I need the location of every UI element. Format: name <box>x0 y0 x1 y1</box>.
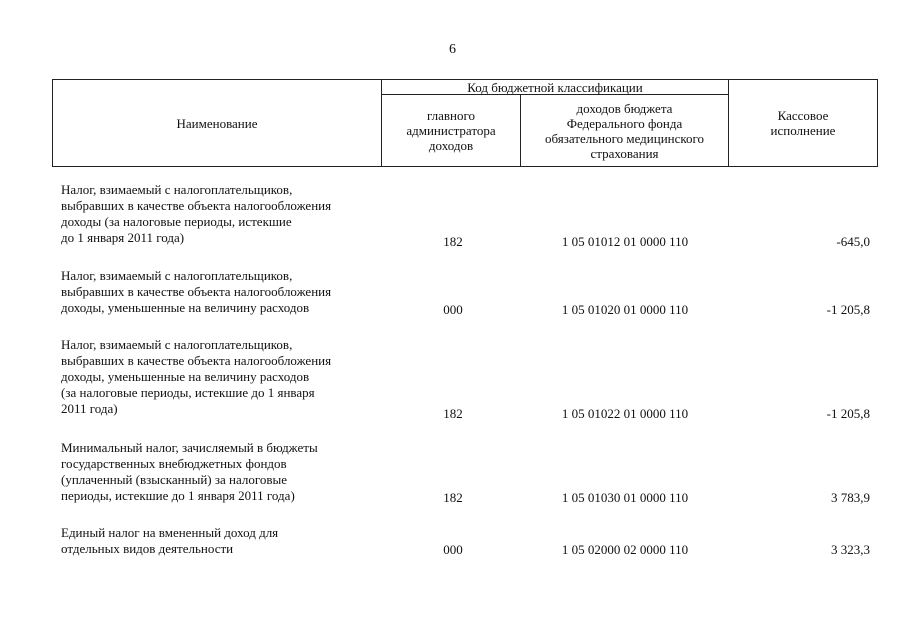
row-amount: 3 323,3 <box>831 542 870 557</box>
row-amount: 3 783,9 <box>831 490 870 505</box>
row-budget-code: 1 05 01020 01 0000 110 <box>561 302 689 317</box>
table-row <box>0 337 905 423</box>
table-row <box>0 440 905 510</box>
table-header <box>52 79 878 167</box>
table-row <box>0 268 905 320</box>
header-execution: Кассовое исполнение <box>770 108 836 138</box>
row-admin-code: 182 <box>443 234 463 249</box>
row-budget-code: 1 05 01030 01 0000 110 <box>561 490 689 505</box>
row-admin-code: 182 <box>443 406 463 421</box>
row-budget-code: 1 05 01012 01 0000 110 <box>561 234 689 249</box>
row-budget-code: 1 05 01022 01 0000 110 <box>561 406 689 421</box>
table-row <box>0 182 905 252</box>
header-name: Наименование <box>176 115 258 131</box>
row-admin-code: 000 <box>443 302 463 317</box>
row-budget-code: 1 05 02000 02 0000 110 <box>561 542 689 557</box>
header-bottom-border <box>52 166 878 167</box>
header-budget-code-group: Код бюджетной классификации <box>467 79 643 95</box>
row-amount: -1 205,8 <box>826 302 870 317</box>
row-name: Минимальный налог, зачисляемый в бюджеты государственных внебюджетных фондов (уплаченный (взысканный) за налоговые периоды, истекшие до 1 января 2011 года) <box>61 440 318 503</box>
row-name: Налог, взимаемый с налогоплательщиков, выбравших в качестве объекта налогообложения доходы, уменьшенные на величину расходов (за налоговые периоды, истекшие до 1 января 2011 года) <box>61 337 332 416</box>
row-name: Единый налог на вмененный доход для отдельных видов деятельности <box>61 525 279 556</box>
header-admin: главного администратора доходов <box>406 108 496 153</box>
row-amount: -1 205,8 <box>826 406 870 421</box>
table-row <box>0 525 905 561</box>
page-number: 6 <box>449 42 456 57</box>
row-amount: -645,0 <box>836 234 870 249</box>
header-income: доходов бюджета Федерального фонда обязательного медицинского страхования <box>544 100 705 161</box>
row-name: Налог, взимаемый с налогоплательщиков, выбравших в качестве объекта налогообложения доходы (за налоговые периоды, истекшие до 1 января 2011 года) <box>61 182 332 245</box>
row-admin-code: 182 <box>443 490 463 505</box>
row-admin-code: 000 <box>443 542 463 557</box>
header-right-border <box>877 79 878 167</box>
row-name: Налог, взимаемый с налогоплательщиков, выбравших в качестве объекта налогообложения доходы, уменьшенные на величину расходов <box>61 268 332 315</box>
